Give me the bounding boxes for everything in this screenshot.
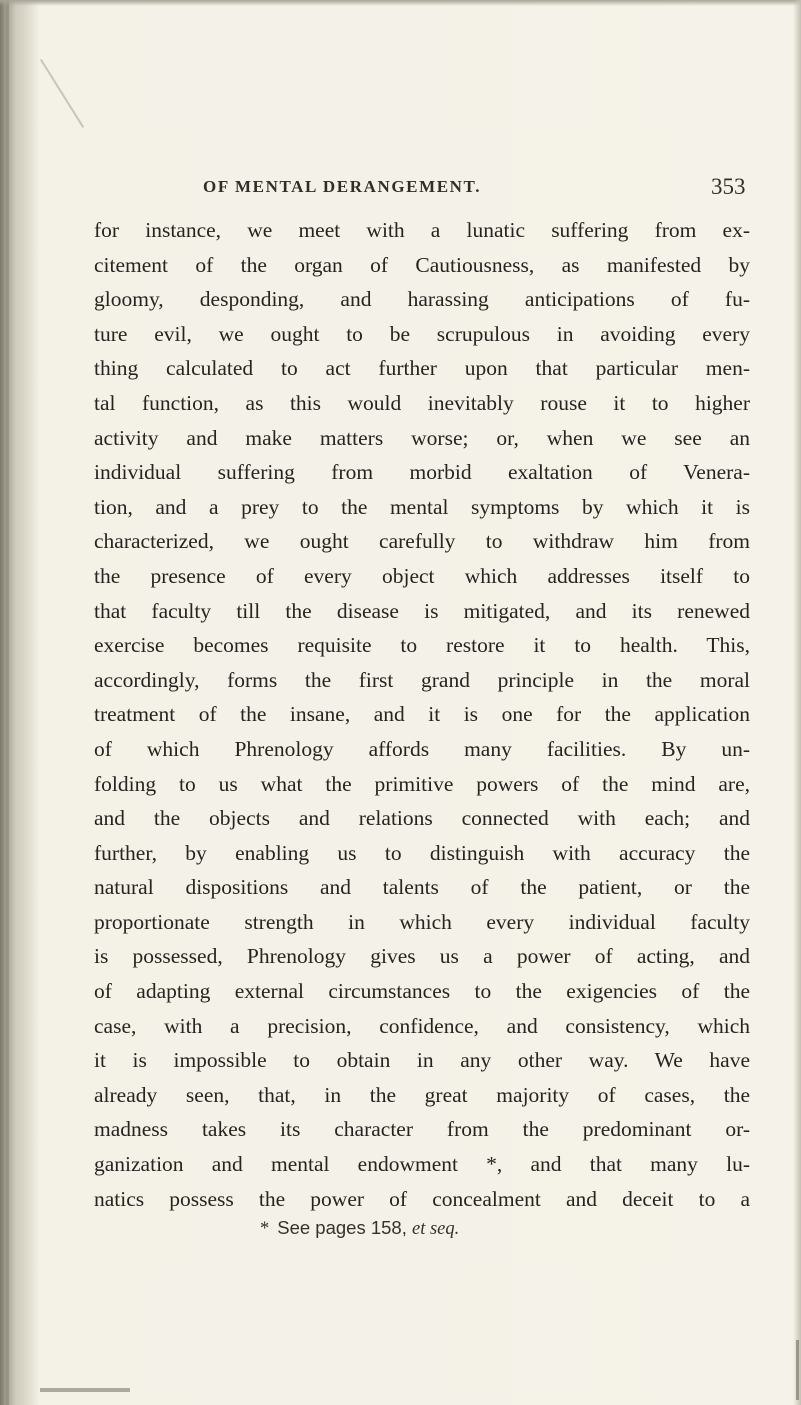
top-edge-shadow xyxy=(0,0,801,6)
text-line: of which Phrenology affords many facilities. By un- xyxy=(94,736,750,761)
text-line: accordingly, forms the first grand principle in the moral xyxy=(94,667,750,692)
text-line: of adapting external circumstances to the exigencies of the xyxy=(94,979,750,1004)
text-line: natural dispositions and talents of the patient, or the xyxy=(94,875,750,900)
page-fold xyxy=(40,59,84,128)
right-edge-shadow xyxy=(793,0,801,1405)
footnote-text: See pages 158, xyxy=(277,1217,407,1238)
footnote-italic: et seq. xyxy=(412,1219,460,1239)
text-line: proportionate strength in which every individual faculty xyxy=(94,909,750,934)
footnote-marker: * xyxy=(260,1219,270,1239)
page-edge-mark-right xyxy=(796,1340,799,1400)
text-line: case, with a precision, confidence, and consistency, which xyxy=(94,1013,750,1038)
text-line: it is impossible to obtain in any other way. We have xyxy=(94,1048,750,1073)
footnote xyxy=(260,1217,459,1240)
text-line: the presence of every object which addresses itself to xyxy=(94,563,750,588)
running-title: OF MENTAL DERANGEMENT. xyxy=(203,177,482,196)
text-line: exercise becomes requisite to restore it to health. This, xyxy=(94,633,750,658)
text-line: that faculty till the disease is mitigated, and its renewed xyxy=(94,598,750,623)
text-line: ganization and mental endowment *, and that many lu- xyxy=(94,1152,750,1177)
text-line: natics possess the power of concealment and deceit to a xyxy=(94,1186,750,1211)
text-line: is possessed, Phrenology gives us a power of acting, and xyxy=(94,944,750,969)
text-line: tion, and a prey to the mental symptoms by which it is xyxy=(94,494,750,519)
page-number: 353 xyxy=(711,174,746,199)
text-line: gloomy, desponding, and harassing anticipations of fu- xyxy=(94,287,750,312)
text-line: madness takes its character from the predominant or- xyxy=(94,1117,750,1142)
page-edge-mark xyxy=(40,1388,130,1392)
binding-shadow xyxy=(6,0,9,1405)
text-line: and the objects and relations connected with each; and xyxy=(94,806,750,831)
text-line: treatment of the insane, and it is one for the application xyxy=(94,702,750,727)
text-line: ture evil, we ought to be scrupulous in avoiding every xyxy=(94,321,750,346)
running-head xyxy=(0,174,801,204)
text-line: thing calculated to act further upon that particular men- xyxy=(94,356,750,381)
text-line: tal function, as this would inevitably rouse it to higher xyxy=(94,390,750,415)
text-line: individual suffering from morbid exaltation of Venera- xyxy=(94,460,750,485)
text-line: characterized, we ought carefully to withdraw him from xyxy=(94,529,750,554)
text-line: for instance, we meet with a lunatic suffering from ex- xyxy=(94,218,750,242)
body-text xyxy=(94,213,750,1216)
text-line: folding to us what the primitive powers of the mind are, xyxy=(94,771,750,796)
text-line: citement of the organ of Cautiousness, as manifested by xyxy=(94,252,750,277)
text-line: activity and make matters worse; or, when we see an xyxy=(94,425,750,450)
text-line: already seen, that, in the great majority of cases, the xyxy=(94,1082,750,1107)
text-line: further, by enabling us to distinguish with accuracy the xyxy=(94,840,750,865)
